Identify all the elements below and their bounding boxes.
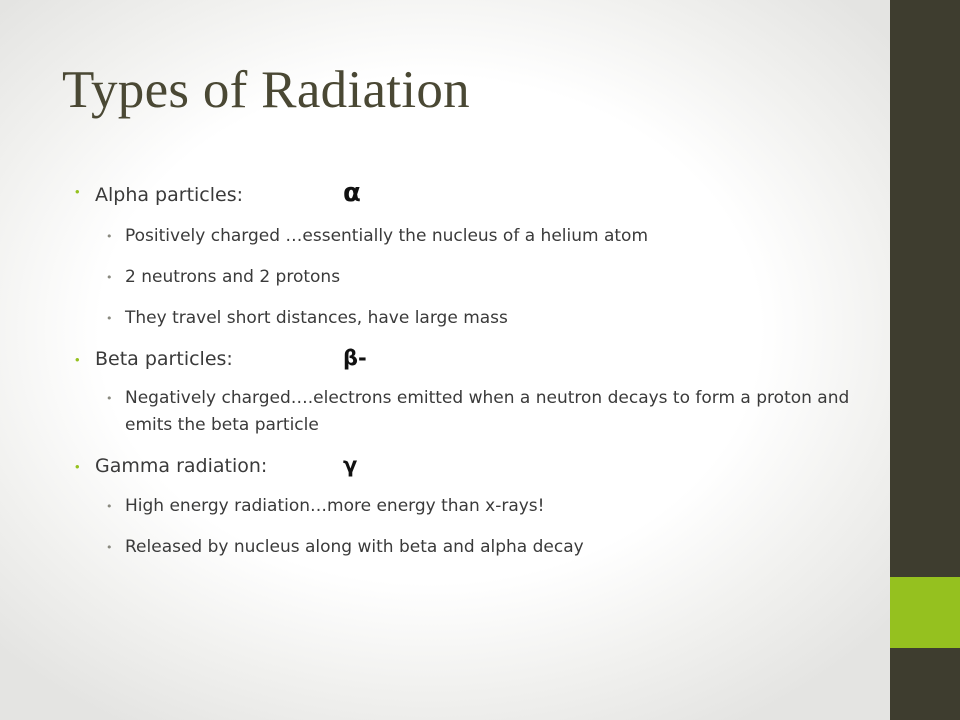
sub-bullet xyxy=(75,493,865,520)
sub-bullet-text: High energy radiation…more energy than x-rays! xyxy=(125,495,545,516)
alpha-symbol: α xyxy=(343,178,361,208)
sub-bullet-dot-icon: • xyxy=(106,230,113,244)
sub-bullet-dot-icon: • xyxy=(106,271,113,285)
sub-bullet-text: They travel short distances, have large mass xyxy=(125,308,508,329)
bullet-label: Beta particles: xyxy=(95,348,233,371)
bullet-beta xyxy=(75,346,865,371)
sub-bullet-text: Negatively charged….electrons emitted when a neutron decays to form a proton and emits the beta particle xyxy=(125,388,850,436)
bullet-alpha xyxy=(75,178,865,209)
sub-bullet-dot-icon: • xyxy=(106,312,113,326)
bullet-label: Gamma radiation: xyxy=(95,455,268,478)
sub-bullet xyxy=(75,385,865,439)
sub-bullet-dot-icon: • xyxy=(106,540,113,554)
slide-title: Types of Radiation xyxy=(62,61,470,119)
sub-bullet-dot-icon: • xyxy=(106,392,113,406)
bullet-gamma xyxy=(75,453,865,478)
sub-bullet-text: Positively charged …essentially the nucleus of a helium atom xyxy=(125,226,649,247)
bullet-list xyxy=(75,178,865,561)
gamma-symbol: γ xyxy=(343,453,358,478)
sub-bullet-text: 2 neutrons and 2 protons xyxy=(125,267,341,288)
bullet-dot-icon: • xyxy=(75,352,80,368)
sub-bullet xyxy=(75,534,865,561)
sidebar-accent-block xyxy=(890,577,960,648)
bullet-label: Alpha particles: xyxy=(95,184,244,206)
bullet-dot-icon: • xyxy=(75,184,80,199)
bullet-dot-icon: • xyxy=(75,459,80,475)
sub-bullet xyxy=(75,264,865,291)
sub-bullet xyxy=(75,305,865,332)
sub-bullet-dot-icon: • xyxy=(106,499,113,513)
sub-bullet-text: Released by nucleus along with beta and alpha decay xyxy=(125,536,584,557)
beta-symbol: β- xyxy=(343,346,367,371)
sub-bullet xyxy=(75,223,865,250)
